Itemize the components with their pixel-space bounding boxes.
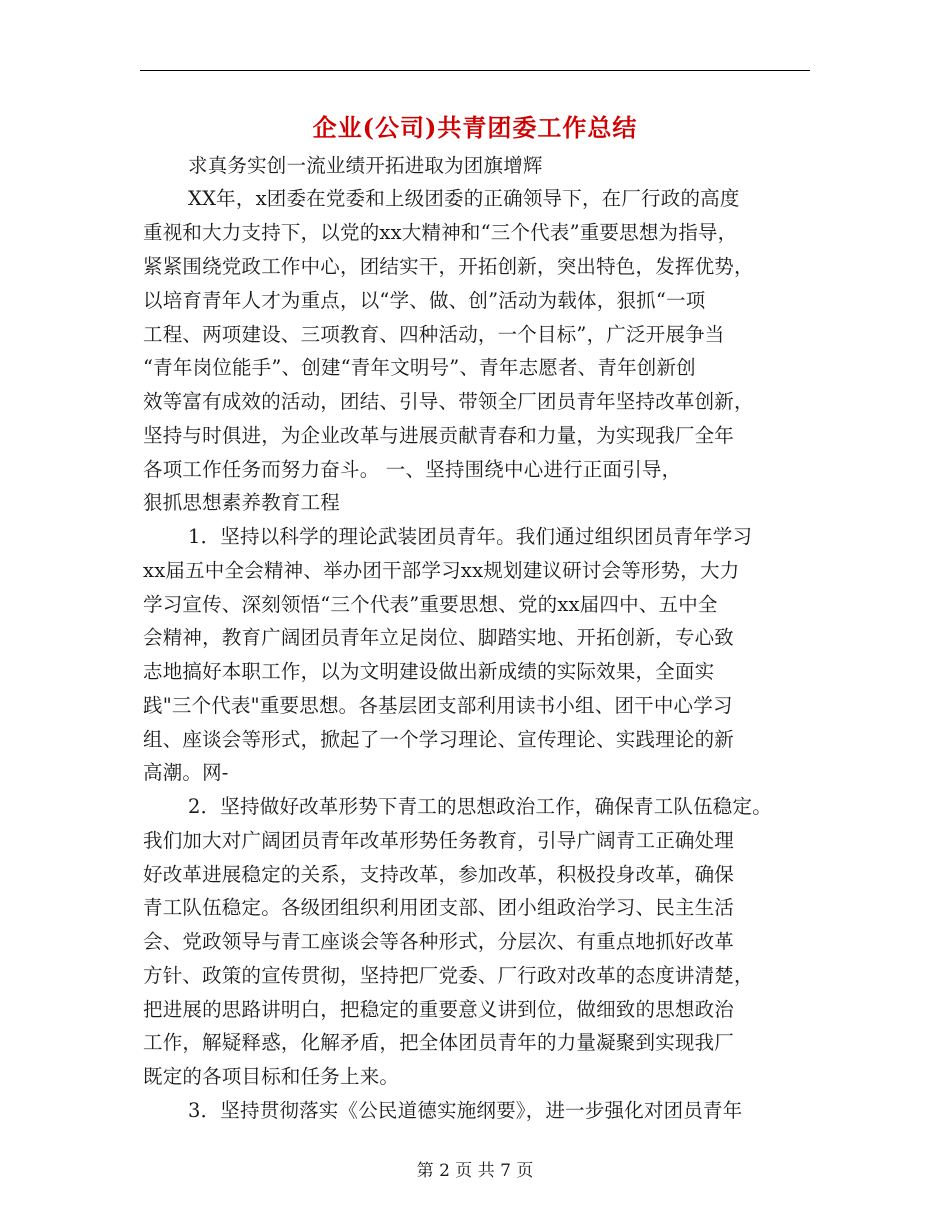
body-line: 我们加大对广阔团员青年改革形势任务教育，引导广阔青工正确处理 bbox=[143, 829, 735, 852]
body-line: 践"三个代表"重要思想。各基层团支部利用读书小组、团干中心学习 bbox=[143, 694, 733, 717]
header-rule bbox=[140, 70, 810, 71]
body-line: 志地搞好本职工作，以为文明建设做出新成绩的实际效果，全面实 bbox=[143, 660, 715, 683]
body-line: 把进展的思路讲明白，把稳定的重要意义讲到位，做细致的思想政治 bbox=[143, 998, 735, 1021]
body-line: 紧紧围绕党政工作中心，团结实干，开拓创新，突出特色，发挥优势， bbox=[143, 255, 754, 278]
body-line: 组、座谈会等形式，掀起了一个学习理论、宣传理论、实践理论的新 bbox=[143, 728, 735, 751]
body-line: 工作，解疑释惑，化解矛盾，把全体团员青年的力量凝聚到实现我厂 bbox=[143, 1031, 735, 1054]
body-line: XX年，x团委在党委和上级团委的正确领导下，在厂行政的高度 bbox=[188, 187, 740, 210]
page-number: 第 2 页 共 7 页 bbox=[416, 1161, 534, 1181]
body-line: 方针、政策的宣传贯彻，坚持把厂党委、厂行政对改革的态度讲清楚， bbox=[143, 964, 754, 987]
body-line: 学习宣传、深刻领悟“三个代表”重要思想、党的xx届四中、五中全 bbox=[143, 593, 718, 616]
body-line: 各项工作任务而努力奋斗。 一、坚持围绕中心进行正面引导， bbox=[143, 458, 682, 481]
body-line: 会精神，教育广阔团员青年立足岗位、脚踏实地、开拓创新，专心致 bbox=[143, 626, 735, 649]
body-line: 重视和大力支持下，以党的xx大精神和“三个代表”重要思想为指导， bbox=[143, 221, 738, 244]
body-line: xx届五中全会精神、举办团干部学习xx规划建议研讨会等形势，大力 bbox=[143, 559, 740, 582]
body-line: 3．坚持贯彻落实《公民道德实施纲要》，进一步强化对团员青年 bbox=[188, 1099, 743, 1122]
body-line: 高潮。网- bbox=[143, 761, 229, 784]
body-line: 青工队伍稳定。各级团组织利用团支部、团小组政治学习、民主生活 bbox=[143, 896, 735, 919]
body-line: 1．坚持以科学的理论武装团员青年。我们通过组织团员青年学习 bbox=[188, 525, 753, 548]
body-line: 求真务实创一流业绩开拓进取为团旗增辉 bbox=[188, 154, 543, 177]
body-line: 工程、两项建设、三项教育、四种活动，一个目标”，广泛开展争当 bbox=[143, 323, 725, 346]
body-line: 既定的各项目标和任务上来。 bbox=[143, 1065, 400, 1088]
body-line: 狠抓思想素养教育工程 bbox=[143, 491, 341, 514]
document-title: 企业(公司)共青团委工作总结 bbox=[312, 113, 638, 142]
body-line: 坚持与时俱进，为企业改革与进展贡献青春和力量，为实现我厂全年 bbox=[143, 424, 735, 447]
body-line: 2．坚持做好改革形势下青工的思想政治工作，确保青工队伍稳定。 bbox=[188, 795, 772, 818]
body-line: 会、党政领导与青工座谈会等各种形式，分层次、有重点地抓好改革 bbox=[143, 930, 735, 953]
body-line: 效等富有成效的活动，团结、引导、带领全厂团员青年坚持改革创新， bbox=[143, 390, 754, 413]
body-line: 以培育青年人才为重点，以“学、做、创”活动为载体，狠抓“一项 bbox=[143, 289, 706, 312]
body-line: 好改革进展稳定的关系，支持改革，参加改革，积极投身改革，确保 bbox=[143, 863, 735, 886]
body-line: “青年岗位能手”、创建“青年文明号”、青年志愿者、青年创新创 bbox=[143, 356, 696, 379]
